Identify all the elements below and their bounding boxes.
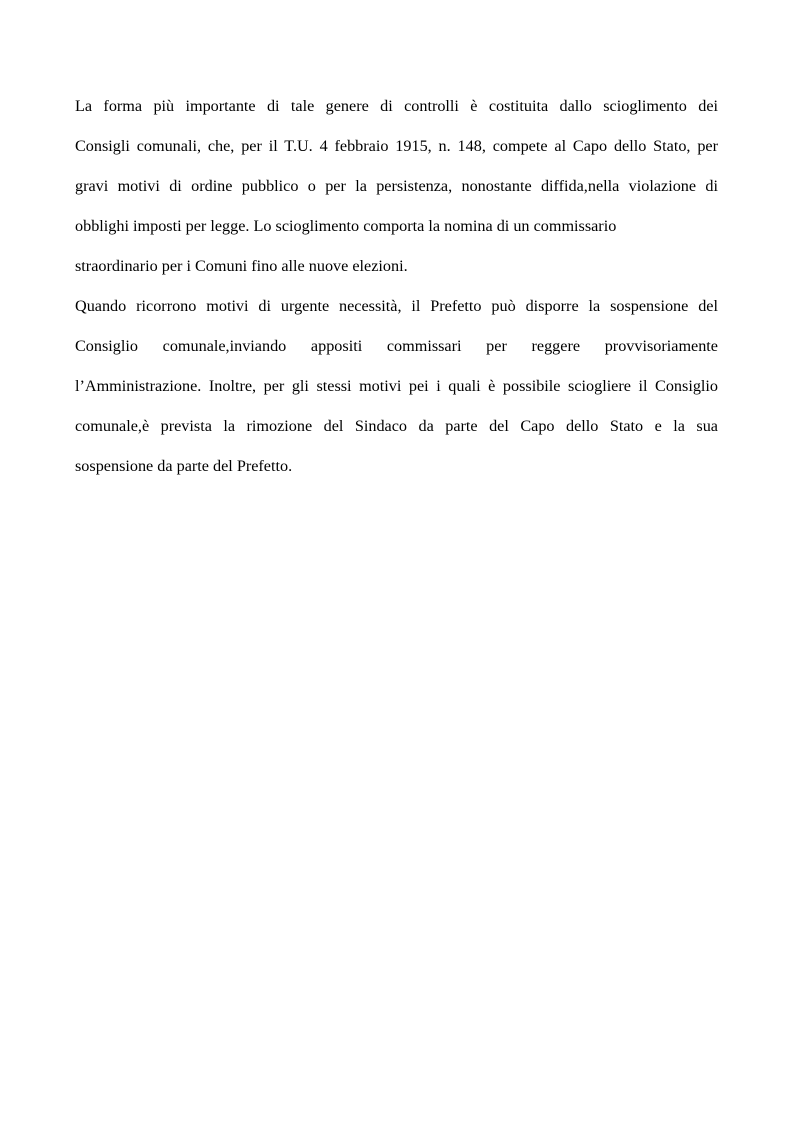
document-body: [75, 86, 718, 486]
text-line: gravi motivi di ordine pubblico o per la persistenza, nonostante diffida,nella violazione di: [75, 177, 718, 195]
text-line: comunale,è prevista la rimozione del Sindaco da parte del Capo dello Stato e la sua: [75, 417, 718, 435]
text-line: La forma più importante di tale genere di controlli è costituita dallo scioglimento dei: [75, 97, 718, 115]
paragraph-2: [75, 286, 718, 486]
text-line: Consiglio comunale,inviando appositi commissari per reggere provvisoriamente: [75, 337, 718, 355]
text-line: Quando ricorrono motivi di urgente necessità, il Prefetto può disporre la sospensione del: [75, 297, 718, 315]
text-line: sospensione da parte del Prefetto.: [75, 457, 293, 475]
text-line: straordinario per i Comuni fino alle nuove elezioni.: [75, 257, 408, 275]
text-line: obblighi imposti per legge. Lo scioglimento comporta la nomina di un commissario: [75, 217, 617, 235]
text-line: l’Amministrazione. Inoltre, per gli stessi motivi pei i quali è possibile sciogliere il Consiglio: [75, 377, 718, 395]
paragraph-1: [75, 86, 718, 286]
text-line: Consigli comunali, che, per il T.U. 4 febbraio 1915, n. 148, compete al Capo dello Stato, per: [75, 137, 718, 155]
